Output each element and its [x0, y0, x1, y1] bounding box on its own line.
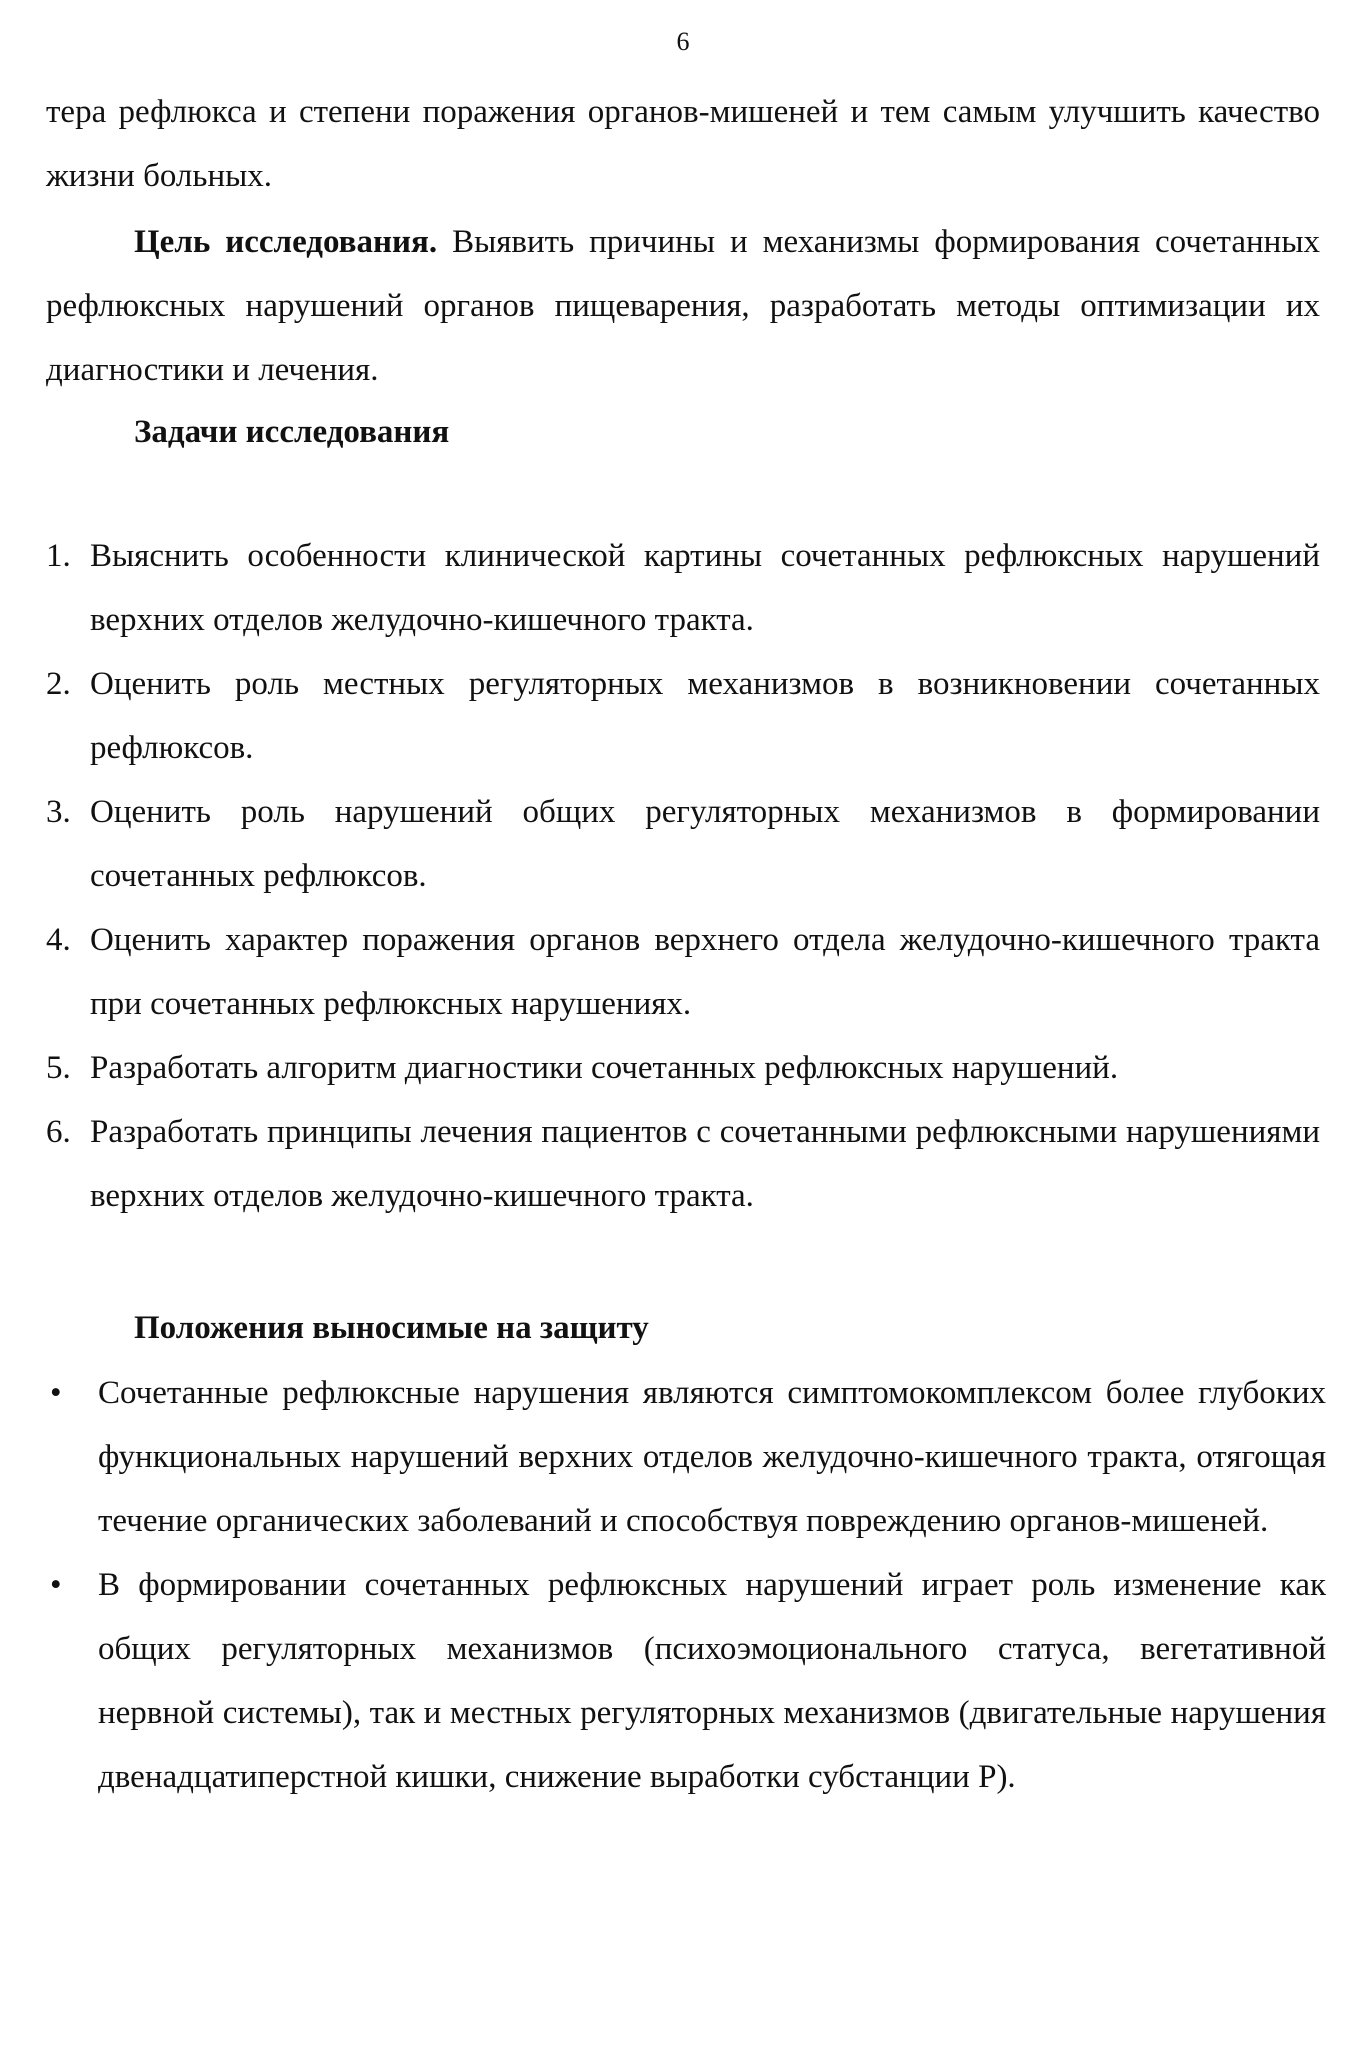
task-item-6: [46, 1100, 1320, 1228]
task-number: 6.: [46, 1114, 71, 1150]
aim-text: Выявить причины и механизмы формирования сочетанных рефлюксных нарушений органов пищеварения, разработать методы оптимизации их диагностики и лечения.: [46, 224, 1320, 388]
page-number: 6: [676, 27, 690, 56]
aim-label: Цель исследования.: [134, 224, 438, 260]
tasks-heading: Задачи исследования: [134, 414, 450, 450]
intro-continuation: тера рефлюкса и степени поражения органов-мишеней и тем самым улучшить качество жизни больных.: [46, 94, 1320, 194]
task-text: Разработать алгоритм диагностики сочетанных рефлюксных нарушений.: [90, 1050, 1119, 1086]
task-number: 2.: [46, 666, 71, 702]
thesis-item-1: [46, 1361, 1326, 1553]
task-item-4: [46, 908, 1320, 1036]
theses-heading: Положения выносимые на защиту: [134, 1310, 649, 1346]
bullet-icon: •: [50, 1375, 62, 1411]
task-number: 3.: [46, 794, 71, 830]
aim-paragraph: [46, 210, 1320, 402]
task-text: Выяснить особенности клинической картины сочетанных рефлюксных нарушений верхних отделов желудочно-кишечного тракта.: [90, 538, 1320, 638]
thesis-text: В формировании сочетанных рефлюксных нарушений играет роль изменение как общих регуляторных механизмов (психоэмоционального статуса, вегетативной нервной системы), так и местных регуляторных механизмов (двигательные нарушения двенадцатиперстной кишки, снижение выработки субстанции Р).: [98, 1567, 1326, 1795]
tasks-list: [46, 524, 1320, 1228]
thesis-item-2: [46, 1553, 1326, 1809]
bullet-icon: •: [50, 1567, 62, 1603]
task-text: Разработать принципы лечения пациентов с сочетанными рефлюксными нарушениями верхних отделов желудочно-кишечного тракта.: [90, 1114, 1320, 1214]
task-number: 4.: [46, 922, 71, 958]
task-text: Оценить роль местных регуляторных механизмов в возникновении сочетанных рефлюксов.: [90, 666, 1320, 766]
task-text: Оценить характер поражения органов верхнего отдела желудочно-кишечного тракта при сочетанных рефлюксных нарушениях.: [90, 922, 1320, 1022]
task-text: Оценить роль нарушений общих регуляторных механизмов в формировании сочетанных рефлюксов.: [90, 794, 1320, 894]
theses-list: [46, 1361, 1326, 1809]
task-number: 5.: [46, 1050, 71, 1086]
task-item-1: [46, 524, 1320, 652]
task-item-2: [46, 652, 1320, 780]
task-item-5: [46, 1036, 1320, 1100]
task-item-3: [46, 780, 1320, 908]
task-number: 1.: [46, 538, 71, 574]
thesis-text: Сочетанные рефлюксные нарушения являются симптомокомплексом более глубоких функциональных нарушений верхних отделов желудочно-кишечного тракта, отягощая течение органических заболеваний и способствуя повреждению органов-мишеней.: [98, 1375, 1326, 1539]
